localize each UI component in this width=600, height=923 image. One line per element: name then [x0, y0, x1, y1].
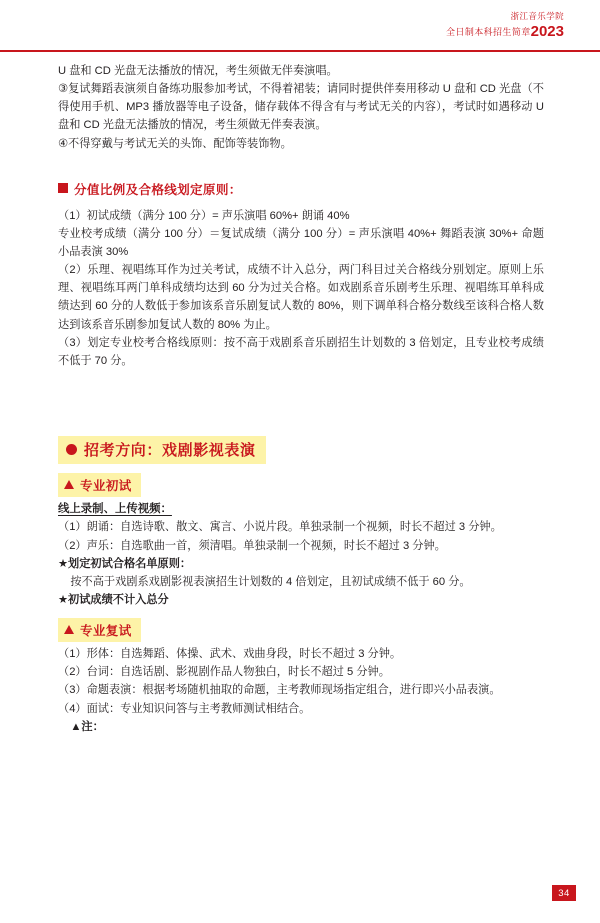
heading-major-direction-label: 招考方向：戏剧影视表演 — [84, 441, 256, 459]
round-bullet-icon — [66, 444, 77, 455]
second-round-item-2: （2）台词：自选话剧、影视剧作品人物独白，时长不超过 5 分钟。 — [58, 666, 390, 679]
second-round-note-text: ▲注： — [70, 720, 104, 733]
header-school-block — [446, 11, 564, 43]
page-number-badge: 34 — [552, 885, 576, 901]
heading-second-round-label: 专业复试 — [80, 624, 132, 639]
score-item-3: （3）划定专业校考合格线原则：按不高于戏剧系音乐剧招生计划数的 3 倍划定，且专业校考成绩不低于 70 分。 — [58, 336, 544, 367]
first-round-star-rule-body — [58, 573, 544, 591]
header-subtitle: 全日制本科招生简章 — [446, 27, 531, 38]
header-divider — [0, 50, 600, 52]
header-school-name: 浙江音乐学院 — [510, 11, 564, 21]
second-round-item-3: （3）命题表演：根据考场随机抽取的命题，主考教师现场指定组合，进行即兴小品表演。 — [58, 684, 501, 697]
score-item-1-line-1: （1）初试成绩（满分 100 分）= 声乐演唱 60%+ 朗诵 40% — [58, 209, 350, 222]
first-round-item-1: （1）朗诵：自选诗歌、散文、寓言、小说片段。单独录制一个视频，时长不超过 3 分钟。 — [58, 521, 502, 534]
paragraph-item-4: ④不得穿戴与考试无关的头饰、配饰等装饰物。 — [58, 137, 292, 150]
first-round-item-2: （2）声乐：自选歌曲一首，须清唱。单独录制一个视频，时长不超过 3 分钟。 — [58, 539, 446, 552]
heading-score-rules-label: 分值比例及合格线划定原则： — [74, 182, 242, 197]
first-round-star-rule-body-text: 按不高于戏剧系戏剧影视表演招生计划数的 4 倍划定，且初试成绩不低于 60 分。 — [70, 575, 471, 588]
page-header — [0, 0, 600, 52]
first-round-star-note: ★初试成绩不计入总分 — [58, 594, 169, 606]
page-content — [58, 62, 544, 736]
header-subtitle-line — [446, 22, 564, 42]
second-round-note — [58, 718, 544, 736]
second-round-item-4: （4）面试：专业知识问答与主考教师测试相结合。 — [58, 702, 311, 715]
heading-score-rules — [58, 179, 544, 198]
triangle-bullet-icon — [64, 480, 74, 489]
score-item-2: （2）乐理、视唱练耳作为过关考试，成绩不计入总分，两门科目过关合格线分别划定。原则上乐理、视唱练耳两门单科成绩均达到 60 分为过关合格。如戏剧系音乐剧考生乐理、视唱练耳单科成绩达到 60 分的人数低于参加该系音乐剧复试人数的 80%，则下调单科合格分数线至该科合格人数达到该系音乐剧参加复试人数的 80% 为止。 — [58, 264, 544, 331]
header-year: 2023 — [530, 23, 564, 41]
heading-first-round — [58, 473, 141, 497]
first-round-underline-text: 线上录制、上传视频： — [58, 502, 172, 515]
paragraph-item-3: ③复试舞蹈表演须自备练功服参加考试，不得着裙装；请同时提供伴奏用移动 U 盘和 CD 光盘（不得使用手机、MP3 播放器等电子设备，储存载体不得含有与考试无关的内容），考试时如遇移动 U 盘和 CD 光盘无法播放的情况，考生须做无伴奏表演。 — [58, 83, 544, 132]
score-item-1-line-2: 专业校考成绩（满分 100 分）＝复试成绩（满分 100 分）= 声乐演唱 40%+ 舞蹈表演 30%+ 命题小品表演 30% — [58, 227, 544, 258]
second-round-item-1: （1）形体：自选舞蹈、体操、武术、戏曲身段，时长不超过 3 分钟。 — [58, 648, 402, 661]
square-bullet-icon — [58, 183, 68, 193]
heading-second-round — [58, 618, 141, 642]
heading-first-round-label: 专业初试 — [80, 478, 132, 493]
triangle-bullet-icon-2 — [64, 625, 74, 634]
first-round-star-rule: ★划定初试合格名单原则： — [58, 557, 192, 570]
heading-major-direction — [58, 436, 266, 464]
paragraph-top: U 盘和 CD 光盘无法播放的情况，考生须做无伴奏演唱。 — [58, 65, 338, 77]
first-round-underline-line — [58, 500, 544, 518]
